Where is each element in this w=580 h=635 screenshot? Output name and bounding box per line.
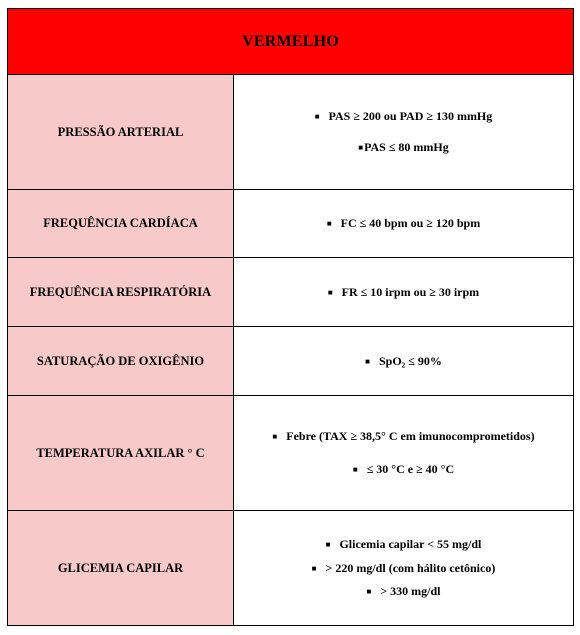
table-row-heart-rate	[8, 190, 573, 258]
value-text: PAS ≥ 200 ou PAD ≥ 130 mmHg	[328, 109, 493, 123]
value-text: Febre (TAX ≥ 38,5° C em imunocomprometidos)	[286, 429, 535, 443]
row-values	[234, 258, 573, 326]
bullet-icon: ■	[327, 287, 333, 297]
list-item	[312, 561, 496, 576]
bullet-icon: ■	[365, 356, 370, 366]
value-text: ≤ 30 °C e ≥ 40 °C	[366, 462, 455, 476]
bullet-icon: ■	[358, 143, 364, 152]
bullet-icon: ■	[325, 540, 331, 549]
value-text: Glicemia capilar < 55 mg/dl	[339, 537, 482, 551]
row-label: GLICEMIA CAPILAR	[8, 511, 234, 625]
value-text: > 220 mg/dl (com hálito cetônico)	[325, 561, 496, 575]
row-label: TEMPERATURA AXILAR ° C	[8, 396, 234, 510]
row-values	[234, 75, 573, 189]
list-item	[272, 429, 534, 444]
table-row-axillary-temperature	[8, 396, 573, 511]
bullet-icon: ■	[366, 587, 372, 596]
bullet-icon: ■	[311, 564, 317, 573]
table-header	[8, 9, 573, 75]
list-item	[315, 109, 493, 124]
row-label: PRESSÃO ARTERIAL	[8, 75, 234, 189]
bullet-icon: ■	[314, 112, 320, 121]
table-row-blood-pressure	[8, 75, 573, 190]
table-row-capillary-glucose	[8, 511, 573, 625]
list-item	[358, 140, 449, 155]
header-title: VERMELHO	[242, 32, 339, 50]
row-values	[234, 190, 573, 257]
row-label: SATURAÇÃO DE OXIGÊNIO	[8, 327, 234, 395]
row-label: FREQUÊNCIA RESPIRATÓRIA	[8, 258, 234, 326]
value-text: SpO₂ ≤ 90%	[378, 353, 442, 368]
value-text: > 330 mg/dl	[380, 584, 441, 598]
list-item	[365, 354, 442, 369]
row-values	[234, 511, 573, 625]
row-label: FREQUÊNCIA CARDÍACA	[8, 190, 234, 257]
bullet-icon: ■	[326, 219, 332, 228]
list-item	[353, 462, 454, 477]
list-item	[366, 584, 440, 599]
table-row-respiratory-rate	[8, 258, 573, 327]
list-item	[327, 216, 480, 231]
bullet-icon: ■	[272, 432, 278, 441]
list-item	[326, 537, 482, 552]
value-text: PAS ≤ 80 mmHg	[364, 140, 449, 154]
criteria-table	[7, 8, 574, 626]
bullet-icon: ■	[352, 465, 358, 474]
table-row-oxygen-saturation	[8, 327, 573, 396]
row-values	[234, 327, 573, 395]
value-text: FR ≤ 10 irpm ou ≥ 30 irpm	[341, 284, 480, 299]
row-values	[234, 396, 573, 510]
list-item	[328, 285, 479, 300]
value-text: FC ≤ 40 bpm ou ≥ 120 bpm	[340, 216, 481, 230]
